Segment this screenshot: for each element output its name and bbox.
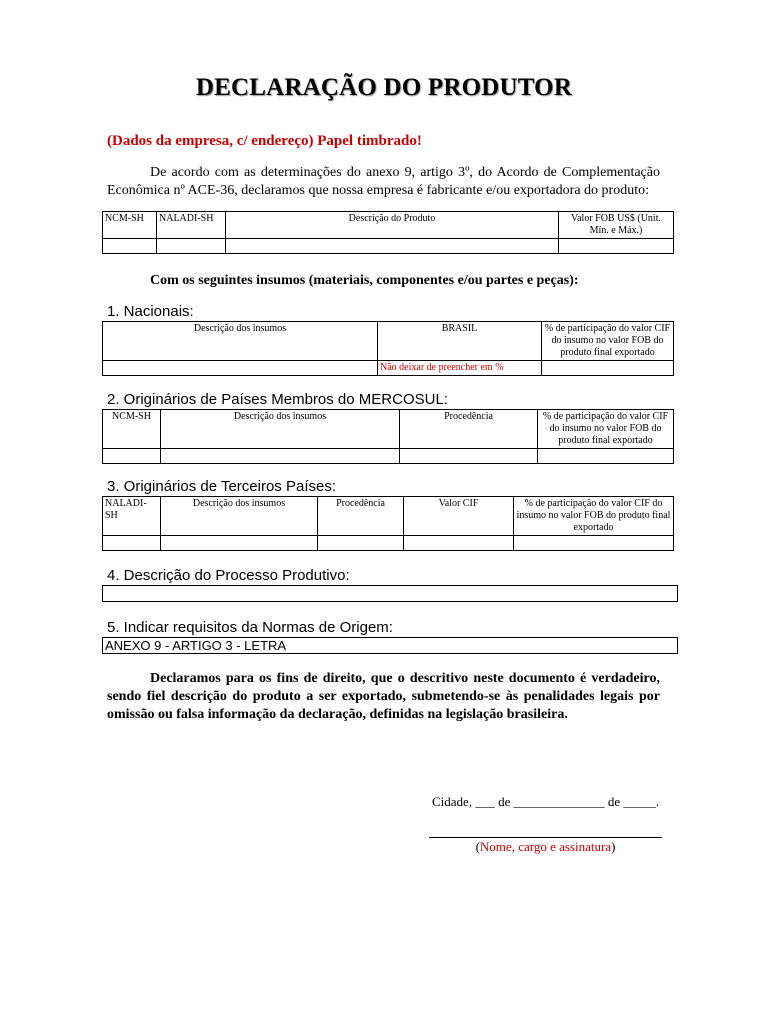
product-cell-naladi[interactable] [157, 239, 226, 254]
signature-paren-close: ) [611, 839, 616, 854]
s2-header-percent: % de participação do valor CIF do insumo no valor FOB do produto final exportado [538, 410, 674, 449]
section-1-title: 1. Nacionais: [107, 303, 194, 320]
s3-header-origin: Procedência [318, 497, 404, 536]
process-description-field[interactable] [102, 585, 678, 602]
product-header-naladi: NALADI-SH [157, 212, 226, 239]
s1-cell-description[interactable] [103, 361, 378, 376]
s2-cell-origin[interactable] [400, 449, 538, 464]
inputs-heading [107, 272, 660, 290]
section-2-table [102, 409, 674, 464]
product-table [102, 211, 674, 254]
s1-note: Não deixar de preencher em % [378, 361, 542, 376]
s2-header-ncm: NCM-SH [103, 410, 161, 449]
declaration-text: Declaramos para os fins de direito, que o descritivo neste documento é verdadeiro, sendo fiel descrição do produto a ser exportado, submetendo-se às penalidades legais por omissão ou falsa informação da declaração, definidas na legislação brasileira. [107, 671, 660, 722]
s1-header-description: Descrição dos insumos [103, 322, 378, 361]
section-4-title: 4. Descrição do Processo Produtivo: [107, 567, 350, 584]
s1-header-brasil: BRASIL [378, 322, 542, 361]
product-cell-ncm[interactable] [103, 239, 157, 254]
section-1-table [102, 321, 674, 376]
product-cell-description[interactable] [226, 239, 559, 254]
s3-cell-naladi[interactable] [103, 536, 161, 551]
declaration-paragraph [107, 670, 660, 724]
s2-cell-ncm[interactable] [103, 449, 161, 464]
company-hint: (Dados da empresa, c/ endereço) Papel timbrado! [107, 133, 422, 149]
s2-cell-percent[interactable] [538, 449, 674, 464]
s3-header-percent: % de participação do valor CIF do insumo no valor FOB do produto final exportado [514, 497, 674, 536]
s2-cell-description[interactable] [161, 449, 400, 464]
s3-header-description: Descrição dos insumos [161, 497, 318, 536]
date-line: Cidade, ___ de ______________ de _____. [432, 794, 660, 809]
s2-header-description: Descrição dos insumos [161, 410, 400, 449]
section-3-table [102, 496, 674, 551]
inputs-heading-text: Com os seguintes insumos (materiais, componentes e/ou partes e peças): [150, 273, 579, 288]
s1-cell-percent[interactable] [542, 361, 674, 376]
s3-header-cif: Valor CIF [404, 497, 514, 536]
intro-paragraph [107, 164, 660, 200]
document-title: DECLARAÇÃO DO PRODUTOR [195, 74, 573, 101]
s1-header-percent: % de participação do valor CIF do insumo no valor FOB do produto final exportado [542, 322, 674, 361]
s3-cell-description[interactable] [161, 536, 318, 551]
s3-cell-origin[interactable] [318, 536, 404, 551]
product-header-ncm: NCM-SH [103, 212, 157, 239]
s2-header-origin: Procedência [400, 410, 538, 449]
section-2-title: 2. Originários de Países Membros do MERCOSUL: [107, 391, 448, 408]
product-header-fob: Valor FOB US$ (Unit. Mín. e Máx.) [559, 212, 674, 239]
section-3-title: 3. Originários de Terceiros Países: [107, 478, 336, 495]
product-header-description: Descrição do Produto [226, 212, 559, 239]
s3-cell-percent[interactable] [514, 536, 674, 551]
signature-line [429, 837, 662, 838]
product-cell-fob[interactable] [559, 239, 674, 254]
s3-cell-cif[interactable] [404, 536, 514, 551]
s3-header-naladi: NALADI-SH [103, 497, 161, 536]
origin-rules-field[interactable]: ANEXO 9 - ARTIGO 3 - LETRA [102, 637, 678, 654]
section-5-title: 5. Indicar requisitos da Normas de Origem: [107, 619, 393, 636]
intro-text: De acordo com as determinações do anexo 9, artigo 3º, do Acordo de Complementação Econômica nº ACE-36, declaramos que nossa empresa é fabricante e/ou exportadora do produto: [107, 165, 660, 198]
signature-hint [429, 839, 662, 855]
signature-paren-open: ( [475, 839, 480, 854]
signature-hint-text: Nome, cargo e assinatura [479, 839, 612, 854]
